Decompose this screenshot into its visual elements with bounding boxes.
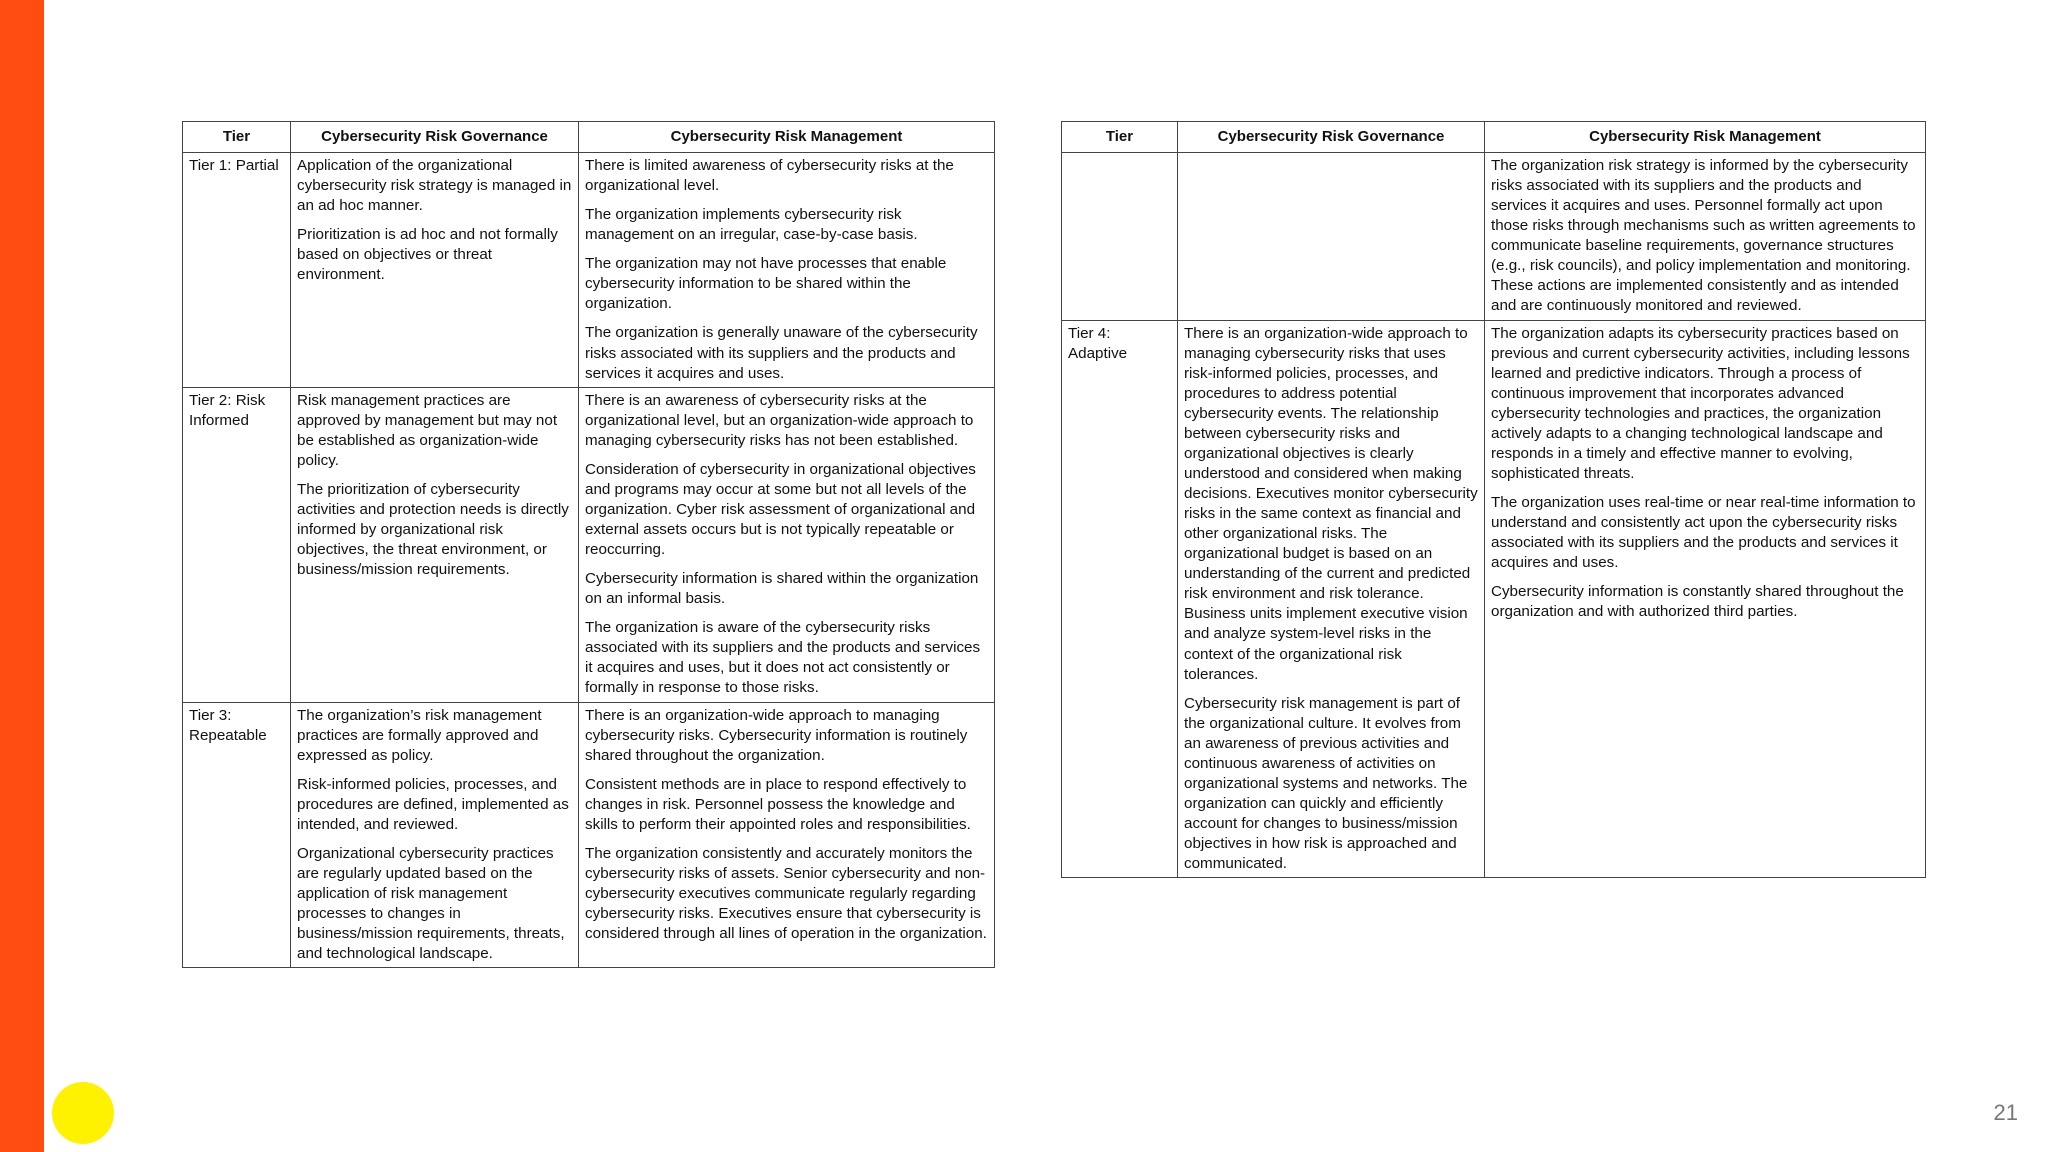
table-row	[183, 153, 995, 388]
cell-paragraph: The organization uses real-time or near real-time information to understand and consistently act upon the cybersecurity risks associated with its suppliers and the products and services it acquires and uses.	[1491, 494, 1916, 572]
cell-paragraph: The organization is aware of the cybersecurity risks associated with its suppliers and the products and services it acquires and uses, but it does not act consistently or formally in response to those risks.	[585, 619, 981, 697]
header-management: Cybersecurity Risk Management	[1485, 122, 1926, 153]
header-management: Cybersecurity Risk Management	[579, 122, 995, 153]
header-tier: Tier	[1062, 122, 1178, 153]
governance-cell	[291, 153, 579, 388]
cell-paragraph: Consistent methods are in place to respond effectively to changes in risk. Personnel possess the knowledge and skills to perform their appointed roles and responsibilities.	[585, 775, 971, 833]
cell-paragraph: The organization’s risk management practices are formally approved and expressed as policy.	[297, 706, 542, 764]
cell-paragraph: The organization is generally unaware of the cybersecurity risks associated with its suppliers and the products and services it acquires and uses.	[585, 324, 978, 382]
cell-paragraph: Organizational cybersecurity practices are regularly updated based on the application of risk management processes to changes in business/mission requirements, threats, and technological landscape.	[297, 844, 565, 963]
cell-paragraph: Cybersecurity risk management is part of the organizational culture. It evolves from an awareness of previous activities and continuous awareness of activities on organizational systems and networks. The organization can quickly and efficiently account for changes to business/mission objectives in how risk is approached and communicated.	[1184, 694, 1468, 873]
yellow-dot	[52, 1082, 114, 1144]
cell-paragraph: Cybersecurity information is constantly shared throughout the organization and with authorized third parties.	[1491, 583, 1904, 621]
governance-cell	[291, 387, 579, 702]
tier-cell: Tier 1: Partial	[183, 153, 291, 388]
accent-bar	[0, 0, 44, 1152]
cell-paragraph: Prioritization is ad hoc and not formally based on objectives or threat environment.	[297, 226, 558, 284]
header-governance: Cybersecurity Risk Governance	[1178, 122, 1485, 153]
management-cell	[579, 153, 995, 388]
cell-paragraph: There is an awareness of cybersecurity risks at the organizational level, but an organization-wide approach to managing cybersecurity risks has not been established.	[585, 391, 974, 449]
management-cell	[1485, 153, 1926, 321]
cell-paragraph: The organization adapts its cybersecurity practices based on previous and current cybersecurity activities, including lessons learned and predictive indicators. Through a process of continuous improvement that incorporates advanced cybersecurity technologies and practices, the organization actively adapts to a changing technological landscape and responds in a timely and effective manner to evolving, sophisticated threats.	[1491, 324, 1910, 482]
cell-paragraph: Risk management practices are approved by management but may not be established as organization-wide policy.	[297, 391, 558, 469]
header-governance: Cybersecurity Risk Governance	[291, 122, 579, 153]
tier-table-left	[182, 121, 995, 968]
table-header-row	[183, 122, 995, 153]
tier-cell	[1062, 153, 1178, 321]
table-header-row	[1062, 122, 1926, 153]
cell-paragraph: The organization implements cybersecurity risk management on an irregular, case-by-case basis.	[585, 206, 918, 244]
table-row	[1062, 320, 1926, 878]
tier-cell: Tier 2: Risk Informed	[183, 387, 291, 702]
tier-cell: Tier 4: Adaptive	[1062, 320, 1178, 878]
governance-cell	[1178, 320, 1485, 878]
tier-table-right	[1061, 121, 1926, 878]
table-row	[183, 702, 995, 968]
cell-paragraph: The organization consistently and accurately monitors the cybersecurity risks of assets. Senior cybersecurity and non-cybersecurity executives communicate regularly regarding cybersecurity risks. Executives ensure that cybersecurity is considered through all lines of operation in the organization.	[585, 844, 987, 943]
cell-paragraph: There is an organization-wide approach to managing cybersecurity risks. Cybersecurity information is routinely shared throughout the organization.	[585, 706, 968, 764]
cell-paragraph: Cybersecurity information is shared within the organization on an informal basis.	[585, 570, 979, 608]
cell-paragraph: The prioritization of cybersecurity activities and protection needs is directly informed by organizational risk objectives, the threat environment, or business/mission requirements.	[297, 480, 569, 579]
tier-cell: Tier 3: Repeatable	[183, 702, 291, 968]
table-row	[1062, 153, 1926, 321]
management-cell	[1485, 320, 1926, 878]
management-cell	[579, 387, 995, 702]
governance-cell	[1178, 153, 1485, 321]
cell-paragraph: The organization may not have processes that enable cybersecurity information to be shared within the organization.	[585, 255, 947, 313]
header-tier: Tier	[183, 122, 291, 153]
table-row	[183, 387, 995, 702]
governance-cell	[291, 702, 579, 968]
cell-paragraph: There is limited awareness of cybersecurity risks at the organizational level.	[585, 157, 954, 195]
cell-paragraph: The organization risk strategy is informed by the cybersecurity risks associated with its suppliers and the products and services it acquires and uses. Personnel formally act upon those risks through mechanisms such as written agreements to communicate baseline requirements, governance structures (e.g., risk councils), and policy implementation and monitoring. These actions are implemented consistently and as intended and are continuously monitored and reviewed.	[1491, 157, 1916, 315]
cell-paragraph: Consideration of cybersecurity in organizational objectives and programs may occur at some but not all levels of the organization. Cyber risk assessment of organizational and external assets occurs but is not typically repeatable or reoccurring.	[585, 460, 976, 559]
management-cell	[579, 702, 995, 968]
cell-paragraph: There is an organization-wide approach to managing cybersecurity risks that uses risk-informed policies, processes, and procedures to address potential cybersecurity events. The relationship between cybersecurity risks and organizational objectives is clearly understood and considered when making decisions. Executives monitor cybersecurity risks in the same context as financial and other organizational risks. The organizational budget is based on an understanding of the current and predicted risk environment and risk tolerance. Business units implement executive vision and analyze system-level risks in the context of the organizational risk tolerances.	[1184, 324, 1478, 683]
cell-paragraph: Risk-informed policies, processes, and procedures are defined, implemented as intended, and reviewed.	[297, 775, 569, 833]
page-number: 21	[1993, 1100, 2018, 1125]
cell-paragraph: Application of the organizational cybersecurity risk strategy is managed in an ad hoc manner.	[297, 157, 572, 215]
